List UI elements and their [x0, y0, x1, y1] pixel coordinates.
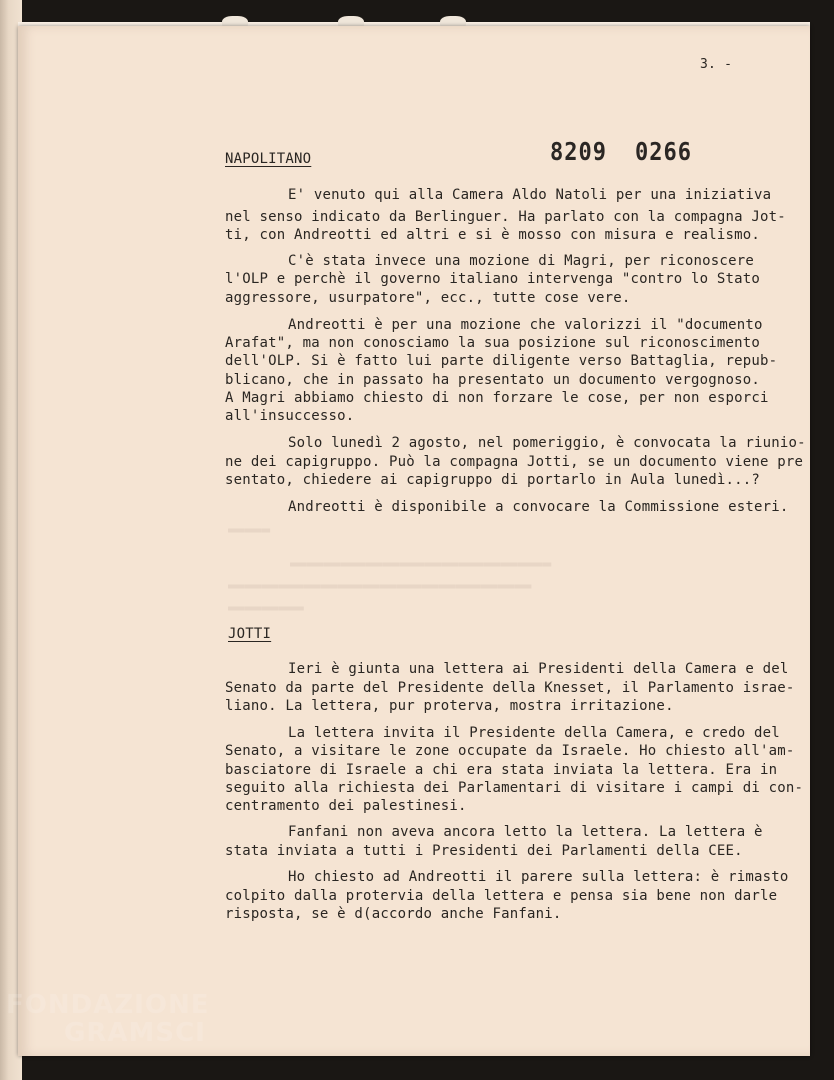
body-line: liano. La lettera, pur proterva, mostra irritazione. — [225, 698, 674, 714]
body-line: aggressore, usurpatore", ecc., tutte cose vere. — [225, 290, 631, 306]
body-line: La lettera invita il Presidente della Camera, e credo del — [288, 725, 780, 741]
body-line: Ho chiesto ad Andreotti il parere sulla lettera: è rimasto — [288, 869, 789, 885]
show-through-text: ▬▬▬▬▬▬▬▬▬▬▬▬▬▬▬▬▬▬▬▬▬▬▬▬▬▬▬▬▬▬▬▬▬▬▬▬ — [228, 578, 532, 594]
body-line: Senato, a visitare le zone occupate da Israele. Ho chiesto all'am- — [225, 743, 795, 759]
body-line: colpito dalla protervia della lettera e pensa sia bene non darle — [225, 888, 778, 904]
watermark-line2: GRAMSCI — [64, 1018, 206, 1048]
watermark-line1: FONDAZIONE — [6, 990, 210, 1020]
body-line: Andreotti è per una mozione che valorizzi il "documento — [288, 317, 763, 333]
body-line: risposta, se è d(accordo anche Fanfani. — [225, 906, 562, 922]
show-through-text: ▬▬▬▬▬▬▬▬▬ — [228, 600, 304, 616]
fondazione-gramsci-watermark — [6, 990, 209, 1048]
body-line: Andreotti è disponibile a convocare la Commissione esteri. — [288, 499, 789, 515]
show-through-text: ▬▬▬▬▬▬▬▬▬▬▬▬▬▬▬▬▬▬▬▬▬▬▬▬▬▬▬▬▬▬▬ — [290, 556, 552, 572]
body-line: all'insuccesso. — [225, 408, 355, 424]
body-line: Arafat", ma non conosciamo la sua posizione sul riconoscimento — [225, 335, 760, 351]
body-line: ti, con Andreotti ed altri e si è mosso con misura e realismo. — [225, 227, 760, 243]
body-line: blicano, che in passato ha presentato un documento vergognoso. — [225, 372, 760, 388]
body-line: E' venuto qui alla Camera Aldo Natoli per una iniziativa — [288, 187, 772, 203]
speaker-heading: NAPOLITANO — [225, 151, 312, 167]
body-line: nel senso indicato da Berlinguer. Ha parlato con la compagna Jot- — [225, 209, 786, 225]
archive-stamp-part1: 8209 — [550, 138, 607, 167]
body-line: C'è stata invece una mozione di Magri, per riconoscere — [288, 253, 754, 269]
body-line: Senato da parte del Presidente della Knesset, il Parlamento israe- — [225, 680, 795, 696]
body-line: Fanfani non aveva ancora letto la lettera. La lettera è — [288, 824, 763, 840]
body-line: l'OLP e perchè il governo italiano intervenga "contro lo Stato — [225, 271, 760, 287]
body-line: stata inviata a tutti i Presidenti dei Parlamenti della CEE. — [225, 843, 743, 859]
body-line: basciatore di Israele a chi era stata inviata la lettera. Era in — [225, 762, 778, 778]
body-line: seguito alla richiesta dei Parlamentari di visitare i campi di con- — [225, 780, 804, 796]
body-line: Ieri è giunta una lettera ai Presidenti della Camera e del — [288, 661, 789, 677]
speaker-heading: JOTTI — [228, 626, 272, 642]
body-line: centramento dei palestinesi. — [225, 798, 467, 814]
body-line: dell'OLP. Si è fatto lui parte diligente verso Battaglia, repub- — [225, 353, 778, 369]
body-line: ne dei capigruppo. Può la compagna Jotti, se un documento viene pre — [225, 454, 804, 470]
body-line: Solo lunedì 2 agosto, nel pomeriggio, è convocata la riunio- — [288, 435, 806, 451]
body-line: A Magri abbiamo chiesto di non forzare le cose, per non esporci — [225, 390, 769, 406]
show-through-text: ▬▬▬▬▬ — [228, 522, 271, 538]
archive-stamp-part2: 0266 — [635, 138, 692, 167]
body-line: sentato, chiedere ai capigruppo di portarlo in Aula lunedì...? — [225, 472, 760, 488]
page-number: 3. - — [700, 57, 733, 72]
